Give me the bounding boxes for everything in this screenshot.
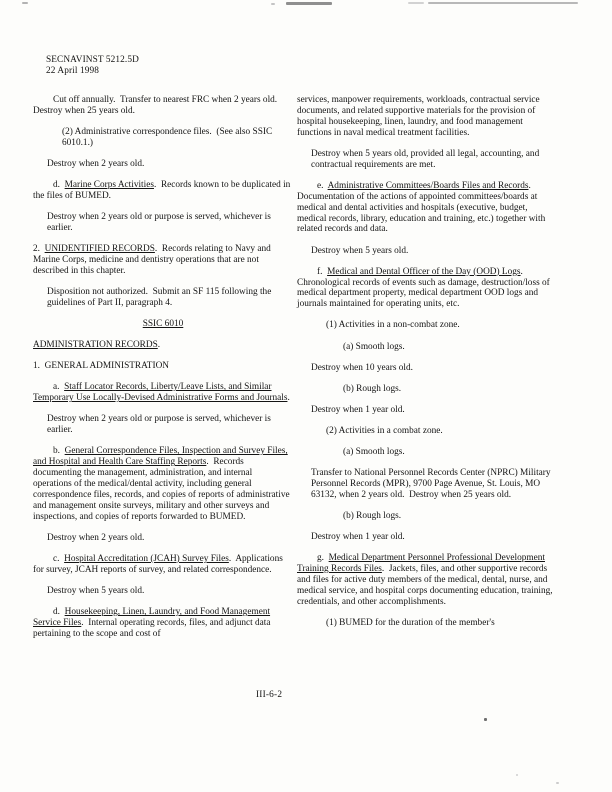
text-run: a.: [53, 382, 65, 393]
paragraph: [311, 532, 559, 543]
paragraph: [47, 287, 293, 309]
text-run: Disposition not authorized. Submit an SF 115 following the guidelines of Part II, paragraph 4.: [47, 287, 272, 308]
text-run: (1) Activities in a non-combat zone.: [326, 320, 460, 331]
text-run: (a) Smooth logs.: [343, 341, 405, 352]
paragraph: [326, 618, 559, 629]
text-run: Destroy when 2 years old.: [47, 159, 145, 169]
text-run: Destroy when 5 years old, provided all legal, accounting, and contractual requirements are met.: [311, 148, 540, 170]
text-run: . Records relating to Navy and Marine Corps, medicine and dentistry operations that are not described in this chapter.: [33, 244, 271, 276]
underlined-title: UNIDENTIFIED RECORDS: [44, 244, 155, 255]
underlined-title: Medical and Dental Officer of the Day (OOD) Logs: [327, 266, 521, 277]
document-header: [46, 55, 139, 77]
text-run: . Applications for survey, JCAH reports of survey, and related correspondence.: [33, 553, 283, 575]
scan-artifact: [408, 2, 424, 4]
paragraph: [33, 446, 293, 522]
paragraph: [311, 405, 559, 416]
text-run: b.: [53, 446, 65, 457]
text-run: Destroy when 1 year old.: [311, 532, 405, 543]
paragraph: [297, 267, 559, 311]
scan-artifact: [271, 3, 275, 5]
text-run: Transfer to National Personnel Records Center (NPRC) Military Personnel Records (MPR), 9700 Page Avenue, St. Louis, MO 63132, when 2 years old. Destroy when 25 years old.: [311, 468, 551, 500]
paragraph: [311, 246, 559, 257]
scan-artifact: [22, 2, 28, 4]
text-run: . Documentation of the actions of appointed committees/boards at medical and dental activities and hospitals (executive, budget, medical records, library, education and training, etc.) together with related records and data.: [297, 180, 546, 235]
underlined-title: Medical Department Personnel Professional Development Training Records Files: [297, 553, 545, 575]
paragraph: [47, 414, 293, 436]
paragraph: [311, 468, 559, 501]
paragraph: [33, 361, 293, 372]
text-run: Cut off annually. Transfer to nearest FRC when 2 years old. Destroy when 25 years old.: [33, 95, 280, 116]
instruction-number: SECNAVINST 5212.5D: [46, 55, 139, 65]
paragraph: [33, 382, 293, 404]
scan-artifact: [428, 2, 578, 5]
underlined-title: General Correspondence Files, Inspection and Survey Files, and Hospital and Health Care Staffing Reports: [33, 446, 288, 468]
paragraph: [311, 363, 559, 374]
text-run: (1) BUMED for the duration of the member's: [326, 617, 495, 628]
left-column: [33, 95, 293, 640]
text-run: 1. GENERAL ADMINISTRATION: [33, 361, 170, 372]
page-number: III-6-2: [256, 690, 283, 700]
text-run: . Chronological records of events such as damage, destruction/loss of medical department property, medical department OOD logs and journals maintained for operating units, etc.: [297, 266, 550, 310]
text-run: (2) Activities in a combat zone.: [326, 425, 443, 436]
right-column: [297, 95, 559, 629]
text-run: (b) Rough logs.: [343, 383, 402, 394]
text-run: d.: [53, 607, 65, 617]
underlined-title: Administrative Committees/Boards Files and Records: [327, 180, 529, 191]
paragraph: [47, 212, 293, 234]
underlined-title: Housekeeping, Linen, Laundry, and Food Management Service Files: [33, 607, 271, 628]
paragraph: [33, 319, 293, 330]
text-run: Destroy when 1 year old.: [311, 404, 405, 415]
paragraph: [33, 340, 293, 351]
text-run: (a) Smooth logs.: [343, 447, 405, 457]
paragraph: [33, 95, 293, 117]
text-run: c.: [53, 553, 65, 564]
paragraph: [326, 320, 559, 331]
scan-artifact: [286, 2, 332, 5]
scan-artifact: [484, 718, 487, 721]
paragraph: [297, 181, 559, 236]
text-run: .: [287, 393, 290, 404]
text-run: g.: [317, 553, 329, 564]
underlined-title: Hospital Accreditation (JCAH) Survey Files: [64, 553, 229, 564]
paragraph: [343, 447, 559, 458]
text-run: Destroy when 5 years old.: [47, 585, 145, 596]
paragraph: [343, 384, 559, 395]
underlined-title: ADMINISTRATION RECORDS: [33, 340, 158, 351]
text-run: (b) Rough logs.: [343, 511, 402, 521]
paragraph: [33, 607, 293, 640]
text-run: Destroy when 2 years old or purpose is served, whichever is earlier.: [47, 212, 271, 233]
text-run: (2) Administrative correspondence files. (See also SSIC 6010.1.): [62, 127, 273, 148]
text-run: 2.: [33, 244, 45, 255]
text-run: services, manpower requirements, workloads, contractual service documents, and related supportive materials for the provision of hospital housekeeping, linen, laundry, and food management functions in naval medical treatment facilities.: [297, 95, 540, 138]
text-run: . Jackets, files, and other supportive records and files for active duty members of the medical, dental, nurse, and medical service, and hospital corps documenting education, training, credentials, and other accomplishments.: [297, 564, 553, 607]
paragraph: [47, 586, 293, 597]
paragraph: [343, 342, 559, 353]
paragraph: [343, 511, 559, 522]
instruction-date: 22 April 1998: [46, 66, 99, 76]
scan-artifact: [556, 782, 559, 784]
paragraph: [297, 553, 559, 608]
paragraph: [33, 180, 293, 202]
text-run: . Records known to be duplicated in the files of BUMED.: [33, 180, 291, 201]
paragraph: [311, 149, 559, 171]
text-run: Destroy when 5 years old.: [311, 245, 409, 256]
text-run: . Internal operating records, files, and adjunct data pertaining to the scope and cost of: [33, 617, 271, 639]
paragraph: [33, 244, 293, 277]
underlined-title: Marine Corps Activities: [64, 180, 154, 191]
paragraph: [62, 127, 293, 149]
text-run: f.: [317, 266, 328, 277]
text-run: . Records documenting the management, administration, and internal operations of the medical/dental activity, including general correspondence files, records, and copies of reports of administrative and management onsite surveys, military and other surveys and inspections, and copies of reports forwarded to BUMED.: [33, 457, 290, 522]
paragraph: [47, 159, 293, 170]
underlined-title: Staff Locator Records, Liberty/Leave Lists, and Similar Temporary Use Locally-Devised Administrative Forms and Journals: [33, 382, 288, 404]
text-run: Destroy when 10 years old.: [311, 362, 413, 373]
scan-artifact: [516, 774, 518, 776]
text-run: e.: [317, 180, 328, 191]
text-run: Destroy when 2 years old or purpose is served, whichever is earlier.: [47, 414, 271, 436]
text-run: Destroy when 2 years old.: [47, 532, 145, 543]
paragraph: [47, 533, 293, 544]
text-run: .: [157, 340, 161, 351]
paragraph: [326, 426, 559, 437]
text-run: d.: [53, 180, 65, 191]
paragraph: [297, 95, 559, 139]
paragraph: [33, 554, 293, 576]
underlined-title: SSIC 6010: [142, 319, 184, 329]
